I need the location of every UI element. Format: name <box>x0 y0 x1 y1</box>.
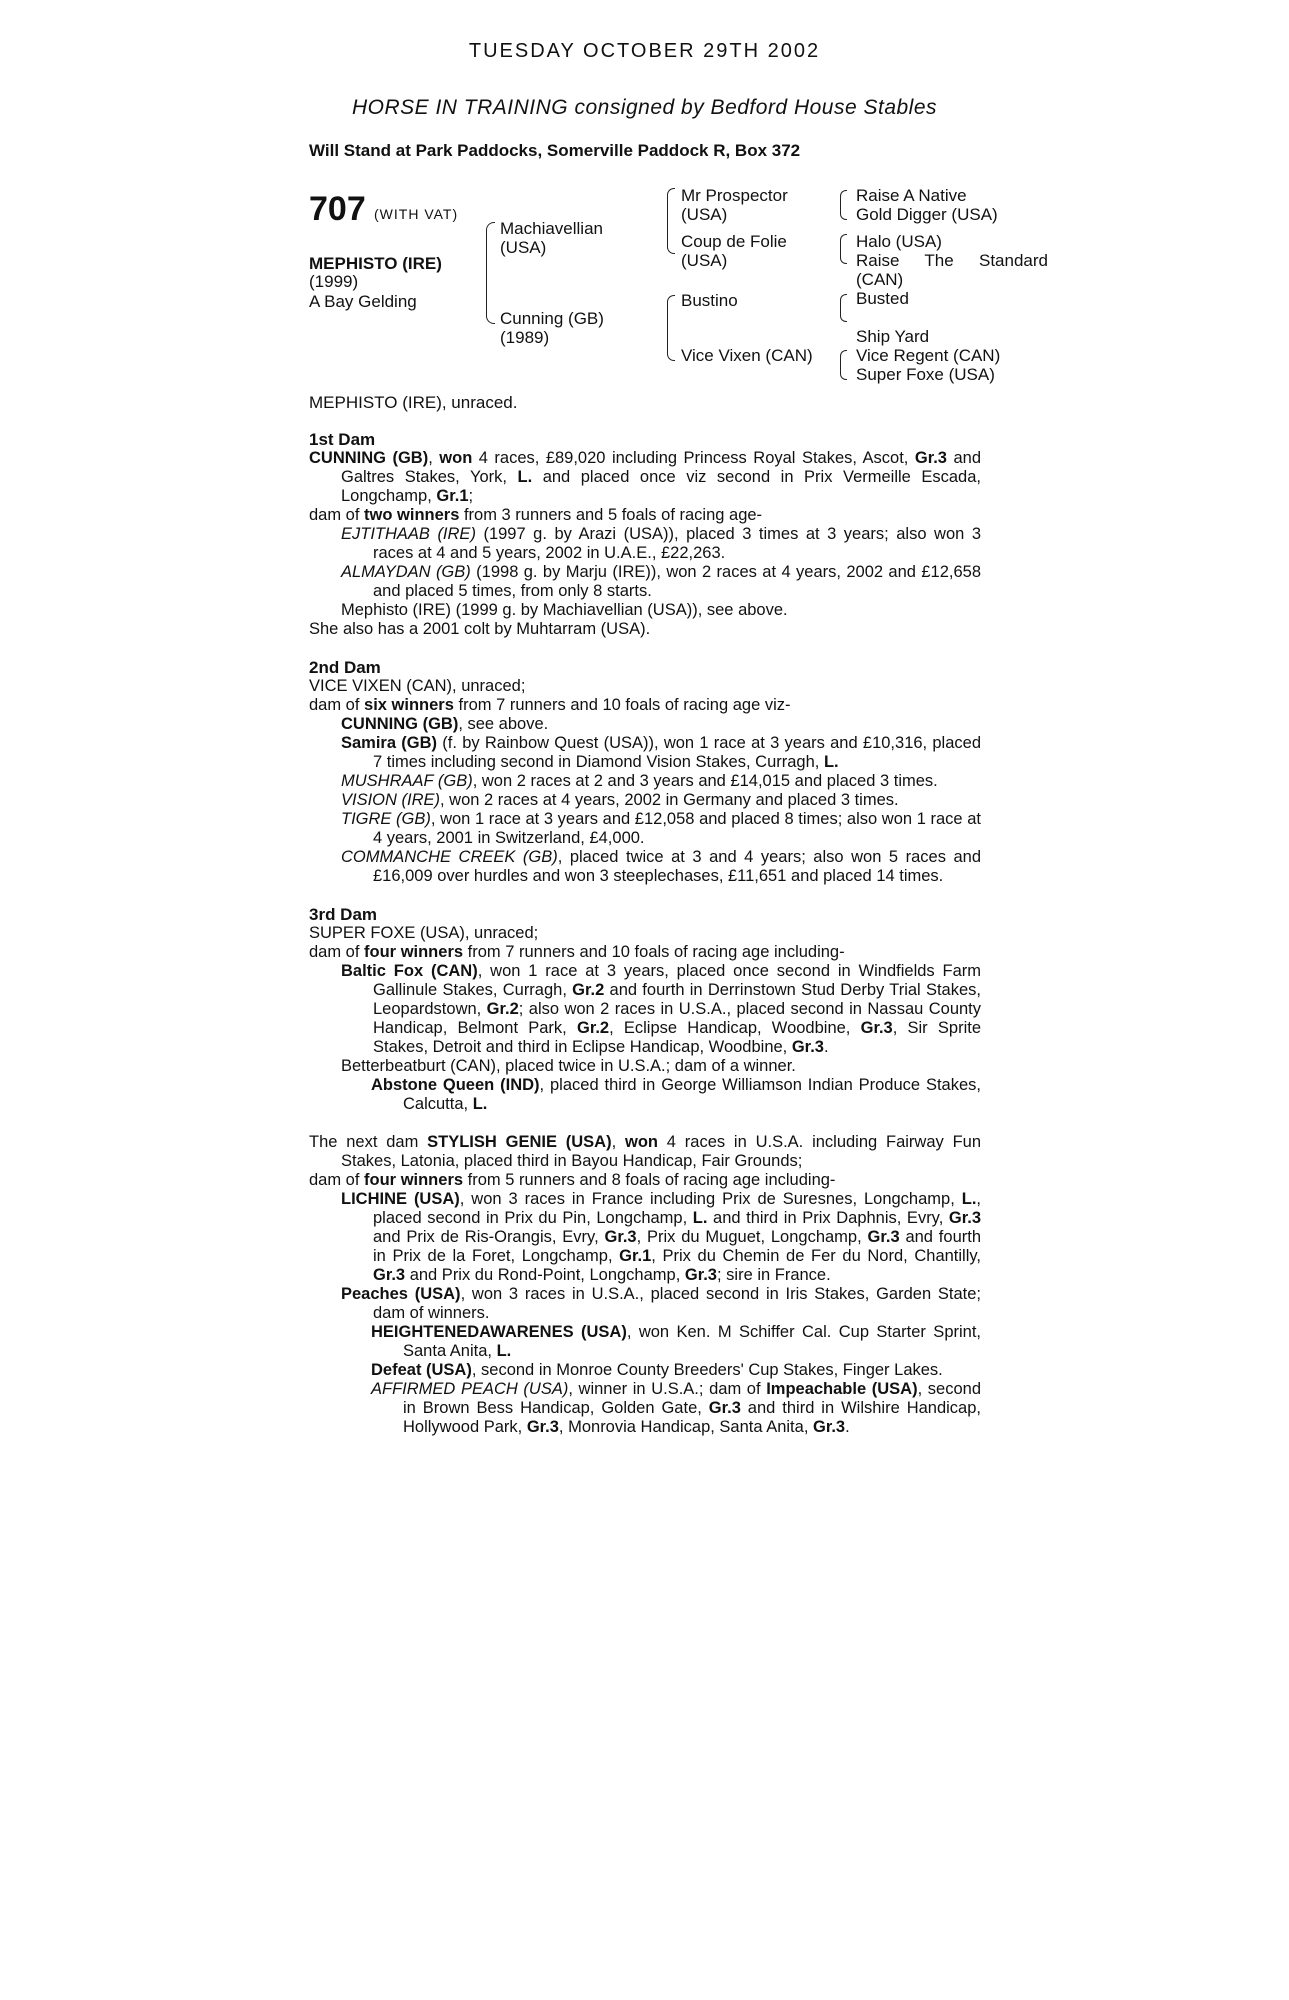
stand-location: Will Stand at Park Paddocks, Somerville Paddock R, Box 372 <box>309 141 801 160</box>
dam-produce-summary: dam of four winners from 7 runners and 10 foals of racing age including- <box>309 943 845 961</box>
ggd-2-text: Raise The Standard (CAN) <box>856 251 1048 289</box>
dam-brace <box>667 295 675 361</box>
third-dam-section <box>309 905 981 1114</box>
next-dam-section <box>309 1133 981 1437</box>
produce-item: VISION (IRE), won 2 races at 4 years, 2002 in Germany and placed 3 times. <box>341 791 899 809</box>
produce-item: CUNNING (GB), see above. <box>341 715 549 733</box>
granddam-1: Coup de Folie (USA) <box>681 232 787 270</box>
ggd-1: Gold Digger (USA) <box>856 205 998 224</box>
race-record: MEPHISTO (IRE), unraced. <box>309 393 518 412</box>
produce-item: Samira (GB) (f. by Rainbow Quest (USA)), won 1 race at 3 years and £10,316, placed 7 times including second in Diamond Vision Stakes, Curragh, L. <box>341 734 982 771</box>
produce-item: Baltic Fox (CAN), won 1 race at 3 years, placed once second in Windfields Farm Gallinule Stakes, Curragh, Gr.2 and fourth in Derrinstown Stud Derby Trial Stakes, Leopardstown, Gr.2; also won 2 races in U.S.A., placed second in Nassau County Handicap, Belmont Park, Gr.2, Eclipse Handicap, Woodbine, Gr.3, Sir Sprite Stakes, Detroit and third in Eclipse Handicap, Woodbine, Gr.3. <box>341 962 982 1056</box>
grandsire-2: Bustino <box>681 291 738 310</box>
produce-item: COMMANCHE CREEK (GB), placed twice at 3 and 4 years; also won 5 races and £16,009 over hurdles and won 3 steeplechases, £11,651 and placed 14 times. <box>341 848 982 885</box>
produce-item: AFFIRMED PEACH (USA), winner in U.S.A.; dam of Impeachable (USA), second in Brown Bess Handicap, Golden Gate, Gr.3 and third in Wilshire Handicap, Hollywood Park, Gr.3, Monrovia Handicap, Santa Anita, Gr.3. <box>371 1380 981 1436</box>
produce-item: ALMAYDAN (GB) (1998 g. by Marju (IRE)), won 2 races at 4 years, 2002 and £12,658 and placed 5 times, from only 8 starts. <box>341 563 981 600</box>
sale-date: TUESDAY OCTOBER 29TH 2002 <box>468 40 821 62</box>
ggd-4: Super Foxe (USA) <box>856 365 995 384</box>
foaling-year: (1999) <box>309 272 359 291</box>
ggd-3: Ship Yard <box>856 327 930 346</box>
sire-name: Machiavellian (USA) <box>500 219 603 257</box>
second-dam-section <box>309 658 981 886</box>
produce-item: Defeat (USA), second in Monroe County Breeders' Cup Stakes, Finger Lakes. <box>371 1361 943 1379</box>
dam-name: Cunning (GB) (1989) <box>500 309 604 347</box>
produce-item: LICHINE (USA), won 3 races in France including Prix de Suresnes, Longchamp, L., placed second in Prix du Pin, Longchamp, L. and third in Prix Daphnis, Evry, Gr.3 and Prix de Ris-Orangis, Evry, Gr.3, Prix du Muguet, Longchamp, Gr.3 and fourth in Prix de la Foret, Longchamp, Gr.1, Prix du Chemin de Fer du Nord, Chantilly, Gr.3 and Prix du Rond-Point, Longchamp, Gr.3; sire in France. <box>341 1190 981 1284</box>
produce-item: Abstone Queen (IND), placed third in George Williamson Indian Produce Stakes, Calcutta, L. <box>371 1076 981 1113</box>
dam-produce-summary: dam of six winners from 7 runners and 10 foals of racing age viz- <box>309 696 791 714</box>
dam-record: The next dam STYLISH GENIE (USA), won 4 races in U.S.A. including Fairway Fun Stakes, Latonia, placed third in Bayou Handicap, Fair Grounds; <box>309 1133 981 1170</box>
ggs-4: Vice Regent (CAN) <box>856 346 1001 365</box>
second-dam-heading: 2nd Dam <box>309 658 381 677</box>
granddam-2: Vice Vixen (CAN) <box>681 346 813 365</box>
produce-item: Betterbeatburt (CAN), placed twice in U.S.A.; dam of a winner. <box>341 1057 796 1075</box>
dam-record: VICE VIXEN (CAN), unraced; <box>309 677 526 695</box>
dam-produce-summary: dam of two winners from 3 runners and 5 foals of racing age- <box>309 506 763 524</box>
gg-brace-1 <box>840 190 847 220</box>
produce-item: EJTITHAAB (IRE) (1997 g. by Arazi (USA)), placed 3 times at 3 years; also won 3 races at 4 and 5 years, 2002 in U.A.E., £22,263. <box>341 525 981 562</box>
consignment-line: HORSE IN TRAINING consigned by Bedford House Stables <box>351 96 938 119</box>
ggs-1: Raise A Native <box>856 186 967 205</box>
gg-brace-2 <box>840 234 847 264</box>
horse-name: MEPHISTO (IRE) <box>309 254 442 273</box>
produce-item: HEIGHTENEDAWARENES (USA), won Ken. M Schiffer Cal. Cup Starter Sprint, Santa Anita, L. <box>371 1323 981 1360</box>
ggs-3: Busted <box>856 289 909 308</box>
ggs-2: Halo (USA) <box>856 232 942 251</box>
vat-note: (WITH VAT) <box>374 206 459 222</box>
sire-brace <box>667 188 675 254</box>
horse-description: A Bay Gelding <box>309 292 417 311</box>
first-dam-section <box>309 430 981 639</box>
dam-record: SUPER FOXE (USA), unraced; <box>309 924 539 942</box>
lot-number: 707 <box>309 190 366 228</box>
sire-dam-brace <box>486 222 495 324</box>
produce-note: She also has a 2001 colt by Muhtarram (USA). <box>309 620 651 638</box>
first-dam-heading: 1st Dam <box>309 430 376 449</box>
dam-record: CUNNING (GB), won 4 races, £89,020 including Princess Royal Stakes, Ascot, Gr.3 and Galtres Stakes, York, L. and placed once viz second in Prix Vermeille Escada, Longchamp, Gr.1; <box>309 449 981 505</box>
produce-item: Mephisto (IRE) (1999 g. by Machiavellian (USA)), see above. <box>341 601 788 619</box>
produce-item: MUSHRAAF (GB), won 2 races at 2 and 3 years and £14,015 and placed 3 times. <box>341 772 938 790</box>
produce-item: TIGRE (GB), won 1 race at 3 years and £12,058 and placed 8 times; also won 1 race at 4 years, 2001 in Switzerland, £4,000. <box>341 810 981 847</box>
gg-brace-4 <box>840 350 847 380</box>
dam-produce-summary: dam of four winners from 5 runners and 8 foals of racing age including- <box>309 1171 836 1189</box>
grandsire-1: Mr Prospector (USA) <box>681 186 788 224</box>
ggd-2 <box>856 251 1048 289</box>
third-dam-heading: 3rd Dam <box>309 905 378 924</box>
produce-item: Peaches (USA), won 3 races in U.S.A., placed second in Iris Stakes, Garden State; dam of winners. <box>341 1285 981 1322</box>
gg-brace-3 <box>840 294 847 322</box>
